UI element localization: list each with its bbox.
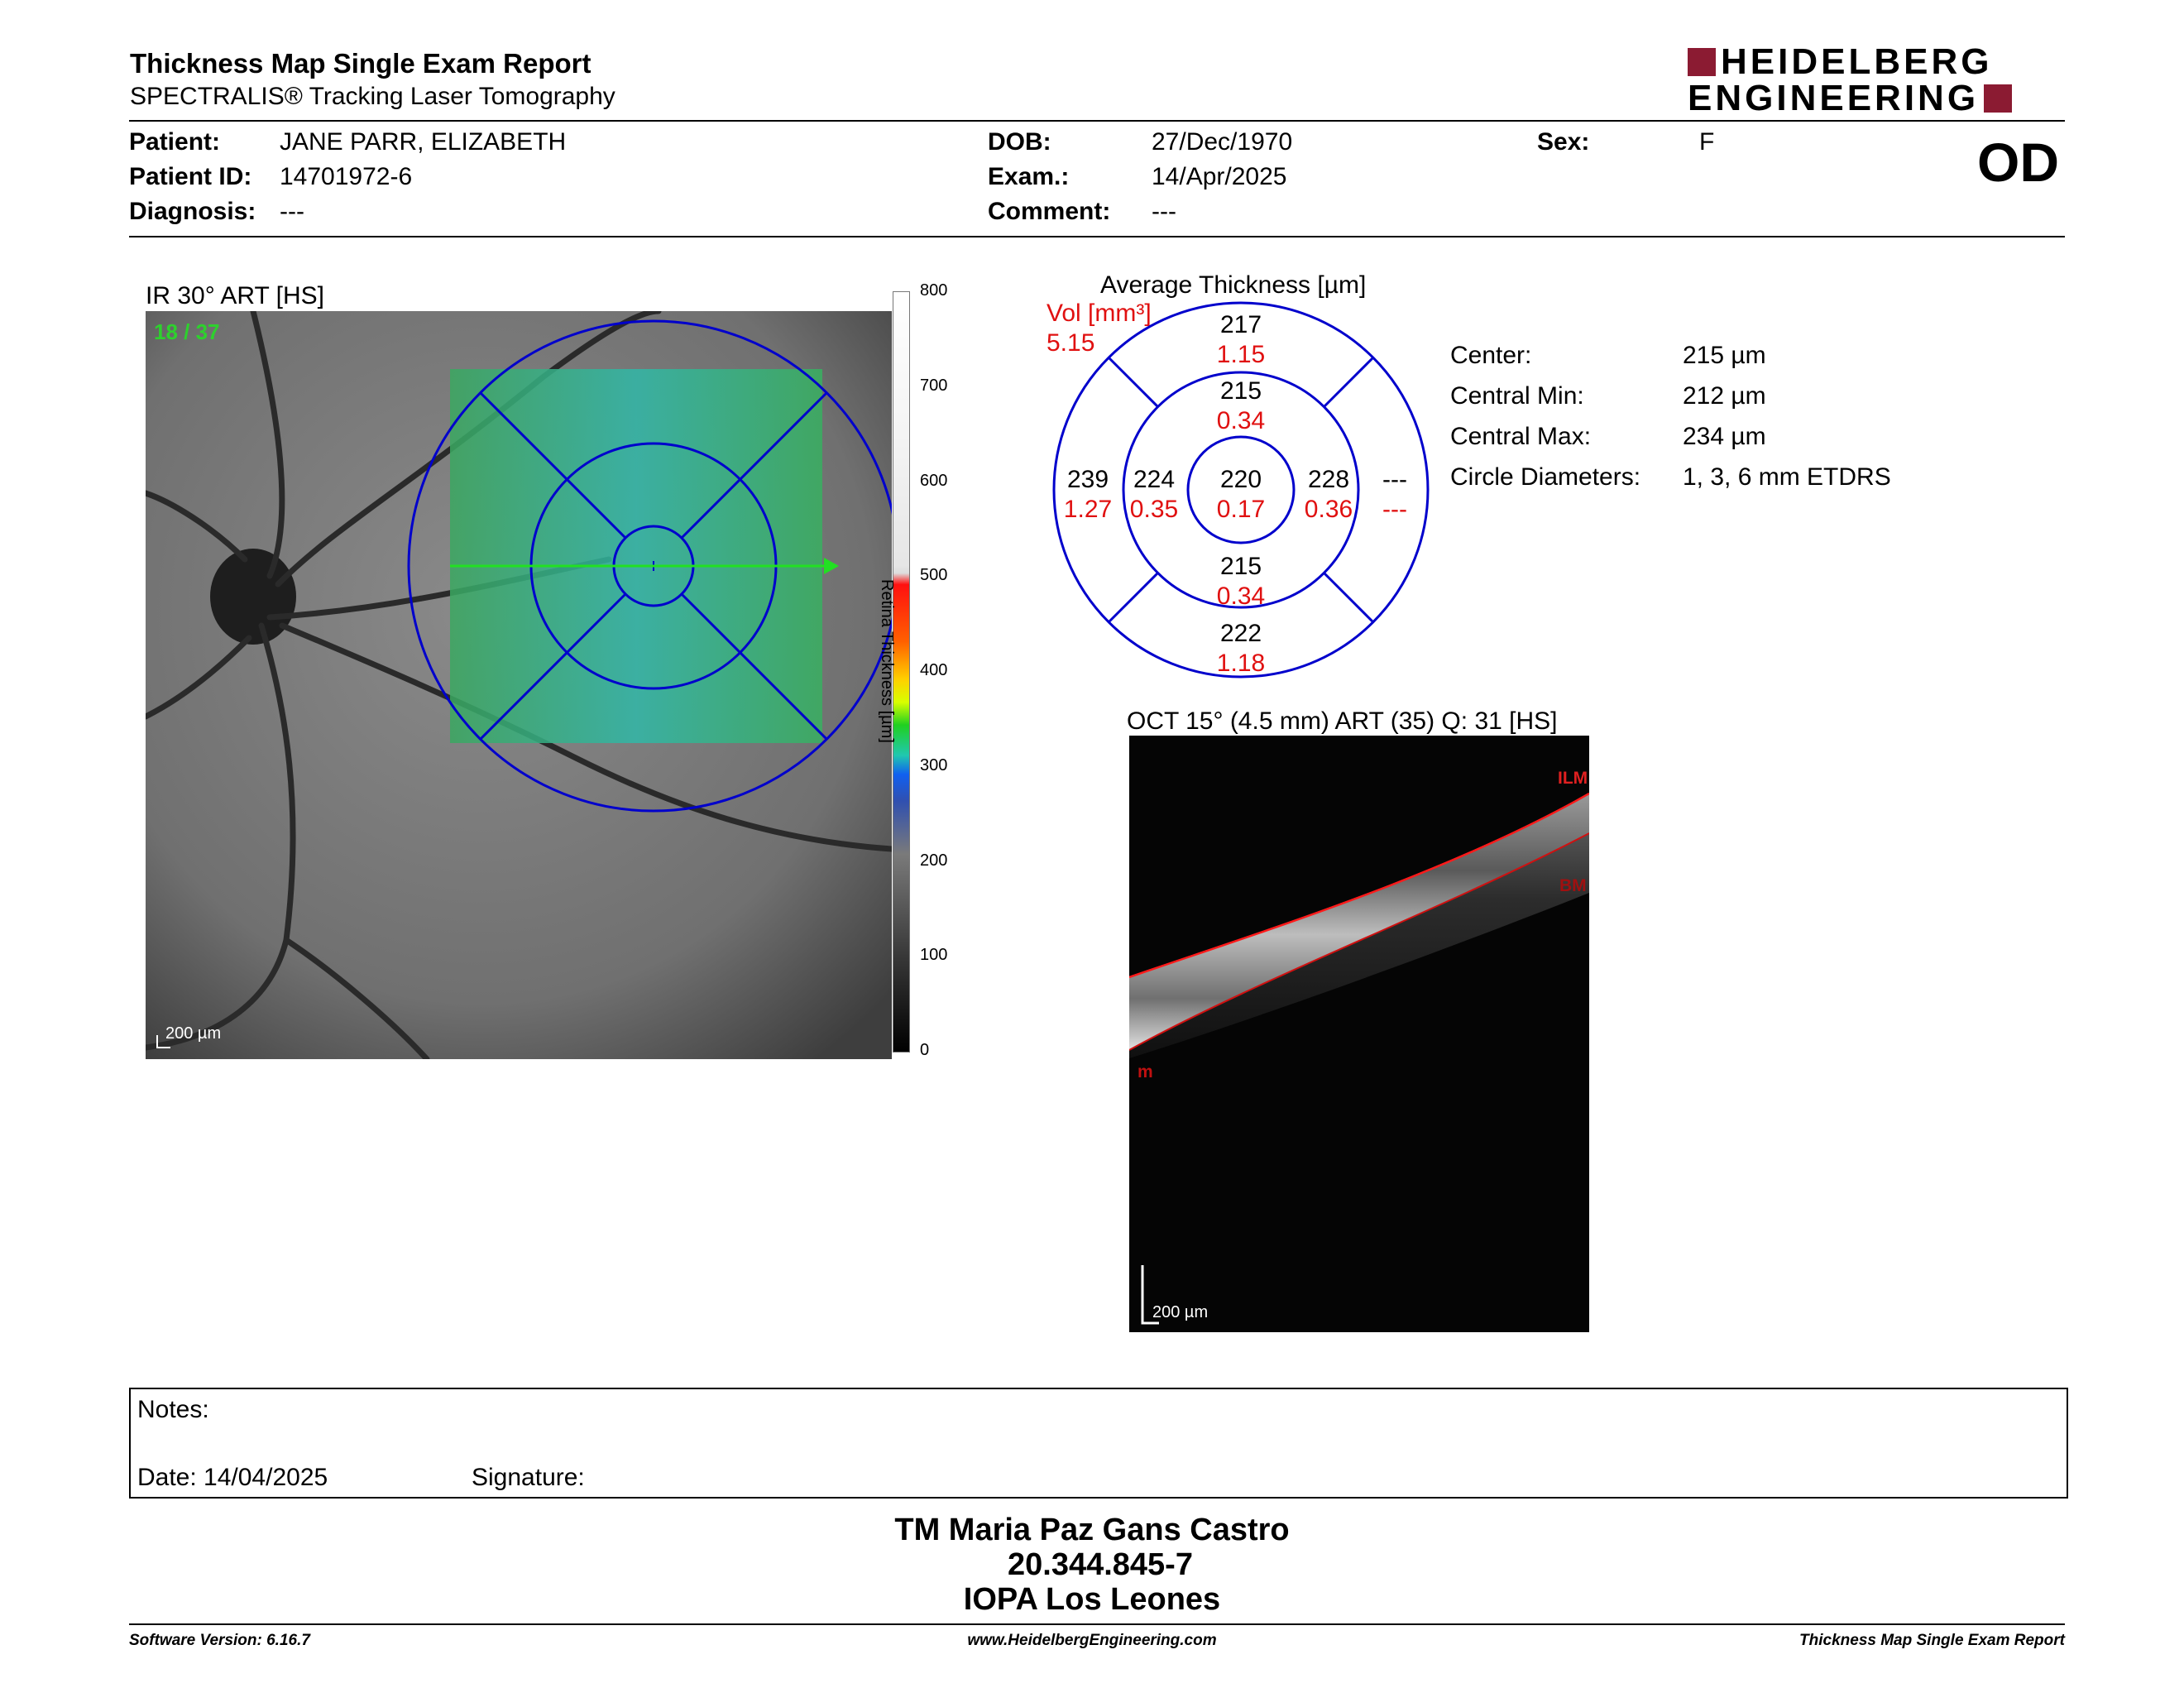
exam-date: 14/Apr/2025 — [1152, 163, 1287, 190]
software-version: Software Version: 6.16.7 — [129, 1632, 310, 1649]
report-title: Thickness Map Single Exam Report — [130, 48, 592, 79]
logo-square-icon — [1688, 48, 1716, 76]
bm-label: BM — [1559, 876, 1587, 895]
notes-label: Notes: — [137, 1396, 209, 1423]
average-thickness-title: Average Thickness [µm] — [1100, 271, 1367, 299]
fundus-title: IR 30° ART [HS] — [146, 282, 324, 309]
volume-value: 1.27 — [1063, 496, 1113, 523]
stat-value: 212 µm — [1683, 382, 1766, 410]
oct-bscan-image — [1129, 736, 1589, 1332]
stat-label: Circle Diameters: — [1450, 463, 1641, 491]
footer-report-name: Thickness Map Single Exam Report — [1799, 1632, 2065, 1649]
volume-value: 0.34 — [1216, 407, 1266, 434]
stat-value: 234 µm — [1683, 423, 1766, 450]
patient-id-label: Patient ID: — [129, 163, 252, 190]
oct-scalebar-label: 200 µm — [1152, 1303, 1209, 1321]
header-divider — [129, 120, 2065, 122]
volume-value: 1.18 — [1216, 650, 1266, 677]
stat-value: 215 µm — [1683, 342, 1766, 369]
colorbar-label: Retina Thickness [µm] — [878, 579, 896, 743]
eye-indicator: OD — [1977, 132, 2059, 193]
oct-title: OCT 15° (4.5 mm) ART (35) Q: 31 [HS] — [1127, 707, 1558, 735]
sex-label: Sex: — [1537, 128, 1590, 156]
patient-label: Patient: — [129, 128, 221, 156]
colorbar-tick-label: 300 — [920, 755, 948, 774]
logo-line-1: HEIDELBERG — [1721, 41, 1993, 82]
website-link[interactable]: www.HeidelbergEngineering.com — [967, 1632, 1217, 1649]
oct-graphic — [1129, 736, 1589, 1332]
thickness-value: --- — [1382, 466, 1407, 493]
signer-name: TM Maria Paz Gans Castro — [894, 1513, 1290, 1547]
fundus-image — [146, 311, 892, 1059]
volume-value: --- — [1382, 496, 1407, 523]
volume-label: Vol [mm³] — [1046, 300, 1152, 327]
colorbar-tick-label: 700 — [920, 376, 948, 395]
signer-institution: IOPA Los Leones — [963, 1582, 1221, 1617]
thickness-value: 220 — [1219, 466, 1262, 493]
volume-value: 0.34 — [1216, 583, 1266, 610]
fundus-scalebar-label: 200 µm — [165, 1024, 222, 1043]
report-subtitle: SPECTRALIS® Tracking Laser Tomography — [130, 83, 615, 110]
thickness-value: 228 — [1307, 466, 1350, 493]
ilm-label: ILM — [1558, 769, 1588, 788]
total-volume: 5.15 — [1046, 329, 1095, 357]
thickness-value: 239 — [1066, 466, 1109, 493]
diagnosis-label: Diagnosis: — [129, 198, 256, 225]
stat-label: Central Max: — [1450, 423, 1592, 450]
retina-layers — [1129, 794, 1589, 1050]
notes-box[interactable] — [129, 1388, 2068, 1499]
patient-name: JANE PARR, ELIZABETH — [280, 128, 567, 156]
volume-value: 0.35 — [1129, 496, 1179, 523]
volume-value: 0.17 — [1216, 496, 1266, 523]
patient-id: 14701972-6 — [280, 163, 413, 190]
signer-id: 20.344.845-7 — [1008, 1547, 1193, 1582]
stat-value: 1, 3, 6 mm ETDRS — [1683, 463, 1891, 491]
thickness-value: 222 — [1219, 620, 1262, 647]
fundus-graphic — [146, 311, 892, 1059]
image-counter: 18 / 37 — [154, 319, 220, 344]
footer-divider — [129, 1623, 2065, 1625]
thickness-value: 215 — [1219, 377, 1262, 405]
logo-square-icon — [1984, 84, 2012, 113]
colorbar-tick-label: 800 — [920, 281, 948, 300]
volume-value: 0.36 — [1304, 496, 1353, 523]
sex-value: F — [1699, 128, 1715, 156]
m-label: m — [1138, 1062, 1153, 1081]
comment-value: --- — [1152, 198, 1176, 225]
colorbar-tick-label: 100 — [920, 946, 948, 965]
patient-divider — [129, 236, 2065, 237]
colorbar-tick-label: 200 — [920, 851, 948, 870]
diagnosis-value: --- — [280, 198, 304, 225]
logo-line-2: ENGINEERING — [1688, 78, 1980, 118]
colorbar-tick-label: 500 — [920, 566, 948, 585]
volume-value: 1.15 — [1216, 341, 1266, 368]
optic-disc — [210, 549, 296, 645]
thickness-value: 215 — [1219, 553, 1262, 580]
dob-label: DOB: — [988, 128, 1051, 156]
signature-label: Signature: — [472, 1464, 585, 1491]
dob-value: 27/Dec/1970 — [1152, 128, 1293, 156]
colorbar-tick-label: 600 — [920, 471, 948, 490]
comment-label: Comment: — [988, 198, 1111, 225]
exam-label: Exam.: — [988, 163, 1070, 190]
colorbar-tick-label: 0 — [920, 1041, 930, 1059]
stat-label: Central Min: — [1450, 382, 1584, 410]
stat-label: Center: — [1450, 342, 1532, 369]
thickness-value: 224 — [1133, 466, 1176, 493]
colorbar-tick-label: 400 — [920, 661, 948, 679]
thickness-value: 217 — [1219, 311, 1262, 338]
notes-date: Date: 14/04/2025 — [137, 1464, 328, 1491]
